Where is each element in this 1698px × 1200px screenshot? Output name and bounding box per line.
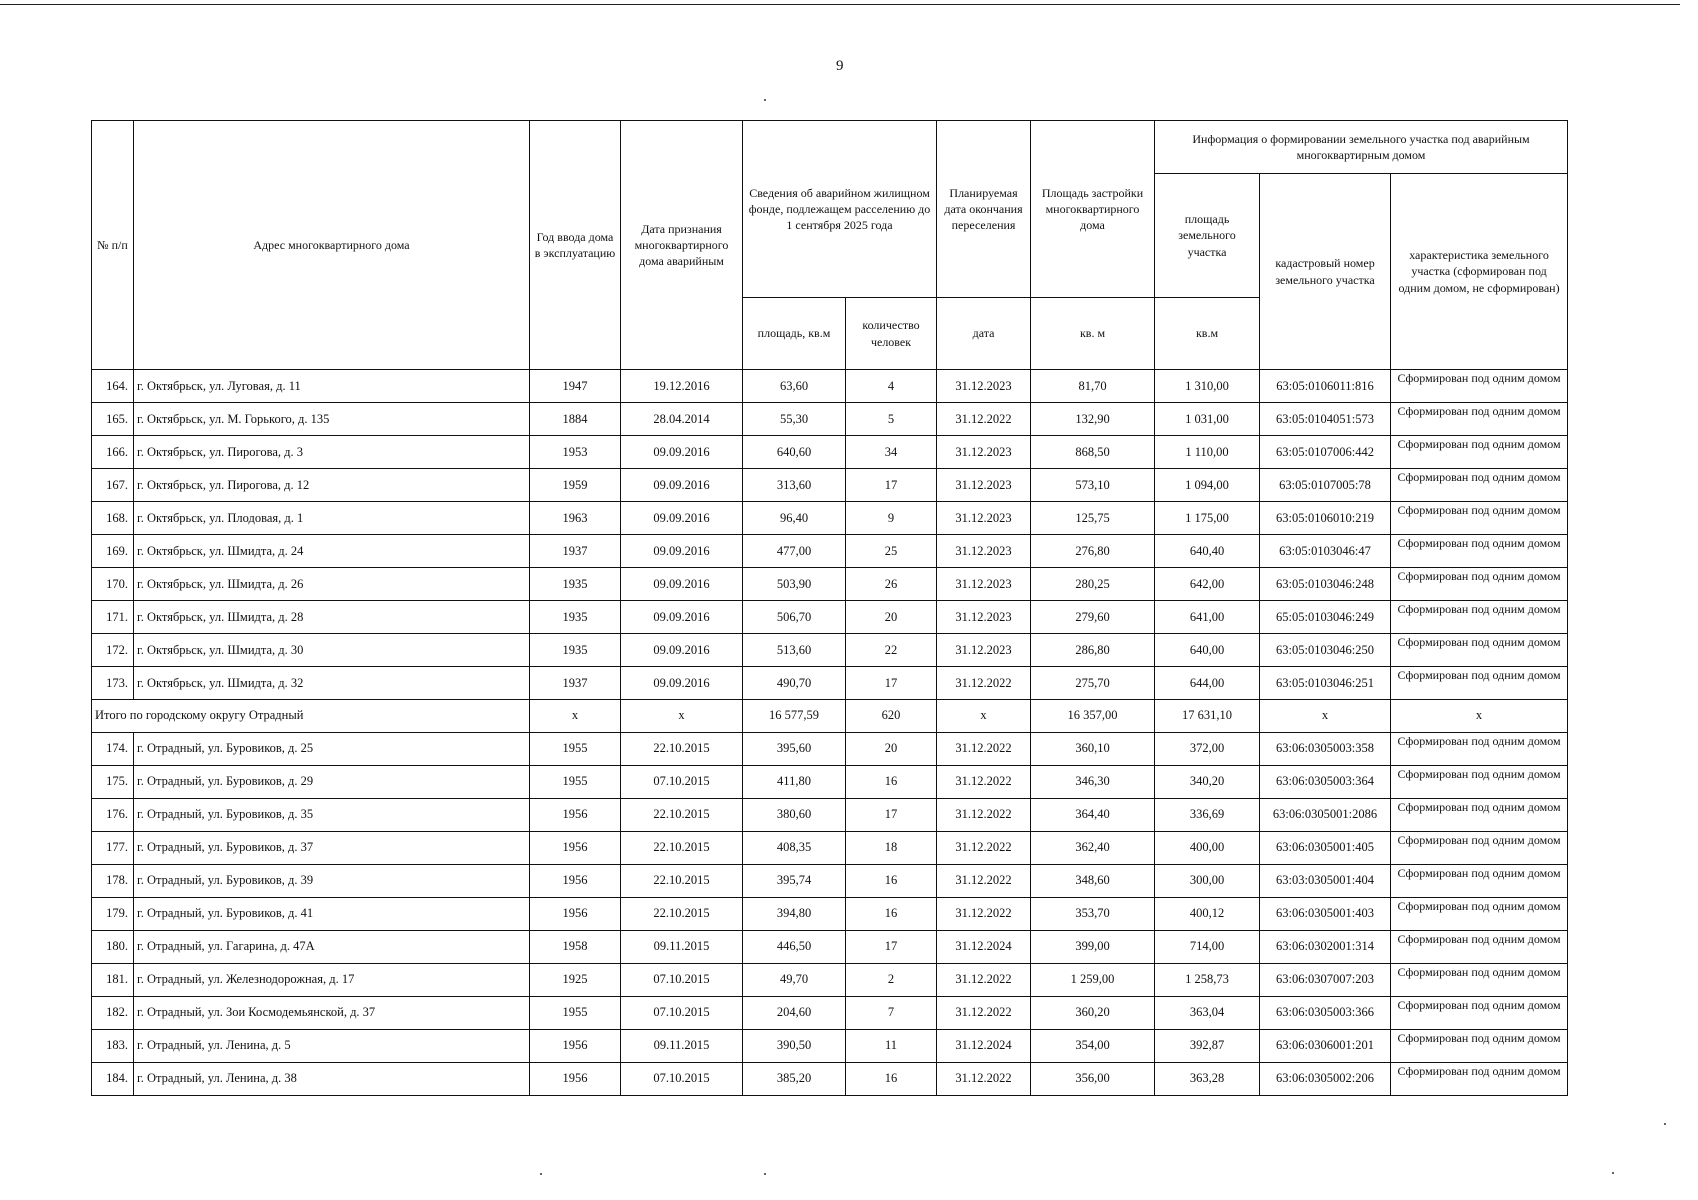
- cell-land-area: 392,87: [1155, 1029, 1260, 1062]
- cell-year: 1955: [530, 996, 621, 1029]
- cell-built-area: 276,80: [1031, 535, 1155, 568]
- cell-year: 1953: [530, 436, 621, 469]
- cell-address: г. Отрадный, ул. Буровиков, д. 35: [134, 798, 530, 831]
- cell-num: 164.: [92, 370, 134, 403]
- cell-people: 17: [846, 798, 937, 831]
- cell-area: 477,00: [743, 535, 846, 568]
- cell-planned-end: 31.12.2022: [937, 667, 1031, 700]
- cell-land-area: 640,40: [1155, 535, 1260, 568]
- cell-area: 96,40: [743, 502, 846, 535]
- cell-people: 5: [846, 403, 937, 436]
- table-row: [92, 436, 1568, 469]
- cell-num: 184.: [92, 1062, 134, 1095]
- cell-planned-end: 31.12.2024: [937, 1029, 1031, 1062]
- cell-built-area: 360,20: [1031, 996, 1155, 1029]
- table-row: [92, 469, 1568, 502]
- cell-land-char: Сформирован под одним домом: [1391, 502, 1568, 535]
- cell-year: 1925: [530, 963, 621, 996]
- cell-built-area: 286,80: [1031, 634, 1155, 667]
- cell-recognition-date: 07.10.2015: [621, 963, 743, 996]
- header-recognition-date: Дата признания многоквартирного дома аварийным: [621, 121, 743, 370]
- cell-num: 171.: [92, 601, 134, 634]
- cell-built-area: 279,60: [1031, 601, 1155, 634]
- cell-cadastral: 63:05:0107006:442: [1260, 436, 1391, 469]
- table-row: [92, 535, 1568, 568]
- cell-area: 506,70: [743, 601, 846, 634]
- cell-land-area: 363,04: [1155, 996, 1260, 1029]
- scan-speck: [764, 99, 766, 101]
- cell-num: 179.: [92, 897, 134, 930]
- cell-land-area: 372,00: [1155, 732, 1260, 765]
- cell-people: 16: [846, 1062, 937, 1095]
- total-cadastral: х: [1260, 700, 1391, 733]
- cell-recognition-date: 09.09.2016: [621, 502, 743, 535]
- cell-planned-end: 31.12.2023: [937, 568, 1031, 601]
- table-row: [92, 963, 1568, 996]
- cell-recognition-date: 09.09.2016: [621, 634, 743, 667]
- cell-cadastral: 63:05:0107005:78: [1260, 469, 1391, 502]
- header-land-area: площадь земельного участка: [1155, 174, 1260, 298]
- cell-area: 390,50: [743, 1029, 846, 1062]
- cell-built-area: 573,10: [1031, 469, 1155, 502]
- cell-land-area: 1 110,00: [1155, 436, 1260, 469]
- cell-area: 63,60: [743, 370, 846, 403]
- cell-area: 411,80: [743, 765, 846, 798]
- cell-num: 173.: [92, 667, 134, 700]
- cell-year: 1963: [530, 502, 621, 535]
- cell-area: 385,20: [743, 1062, 846, 1095]
- table-header: [92, 121, 1568, 370]
- cell-built-area: 275,70: [1031, 667, 1155, 700]
- cell-land-area: 336,69: [1155, 798, 1260, 831]
- cell-people: 25: [846, 535, 937, 568]
- cell-year: 1937: [530, 535, 621, 568]
- cell-people: 34: [846, 436, 937, 469]
- cell-address: г. Отрадный, ул. Ленина, д. 38: [134, 1062, 530, 1095]
- resettlement-table: [91, 120, 1568, 1096]
- header-planned-end: Планируемая дата окончания переселения: [937, 121, 1031, 298]
- table-row: [92, 502, 1568, 535]
- header-address: Адрес многоквартирного дома: [134, 121, 530, 370]
- cell-planned-end: 31.12.2023: [937, 634, 1031, 667]
- cell-cadastral: 63:06:0302001:314: [1260, 930, 1391, 963]
- cell-cadastral: 63:06:0306001:201: [1260, 1029, 1391, 1062]
- table-row: [92, 1029, 1568, 1062]
- cell-cadastral: 63:03:0305001:404: [1260, 864, 1391, 897]
- cell-people: 22: [846, 634, 937, 667]
- cell-address: г. Октябрьск, ул. Пирогова, д. 3: [134, 436, 530, 469]
- cell-cadastral: 63:06:0305001:403: [1260, 897, 1391, 930]
- cell-num: 166.: [92, 436, 134, 469]
- header-sub-built-unit: кв. м: [1031, 298, 1155, 370]
- cell-num: 175.: [92, 765, 134, 798]
- cell-area: 204,60: [743, 996, 846, 1029]
- cell-land-char: Сформирован под одним домом: [1391, 469, 1568, 502]
- cell-planned-end: 31.12.2022: [937, 963, 1031, 996]
- cell-address: г. Отрадный, ул. Буровиков, д. 29: [134, 765, 530, 798]
- table-body-octyabrsk: [92, 370, 1568, 700]
- header-year: Год ввода дома в эксплуатацию: [530, 121, 621, 370]
- cell-recognition-date: 07.10.2015: [621, 996, 743, 1029]
- cell-built-area: 1 259,00: [1031, 963, 1155, 996]
- cell-cadastral: 63:06:0305001:405: [1260, 831, 1391, 864]
- cell-address: г. Отрадный, ул. Ленина, д. 5: [134, 1029, 530, 1062]
- cell-land-area: 1 258,73: [1155, 963, 1260, 996]
- cell-planned-end: 31.12.2023: [937, 601, 1031, 634]
- cell-year: 1956: [530, 1062, 621, 1095]
- table-row: [92, 930, 1568, 963]
- cell-planned-end: 31.12.2022: [937, 831, 1031, 864]
- table-row: [92, 765, 1568, 798]
- cell-planned-end: 31.12.2022: [937, 996, 1031, 1029]
- cell-cadastral: 63:06:0305001:2086: [1260, 798, 1391, 831]
- cell-address: г. Октябрьск, ул. М. Горького, д. 135: [134, 403, 530, 436]
- cell-land-char: Сформирован под одним домом: [1391, 535, 1568, 568]
- cell-built-area: 280,25: [1031, 568, 1155, 601]
- cell-num: 174.: [92, 732, 134, 765]
- cell-cadastral: 63:06:0307007:203: [1260, 963, 1391, 996]
- total-date: х: [621, 700, 743, 733]
- total-row: [92, 700, 1568, 733]
- header-sub-people: количество человек: [846, 298, 937, 370]
- scan-speck: [1612, 1172, 1614, 1174]
- cell-num: 165.: [92, 403, 134, 436]
- cell-built-area: 348,60: [1031, 864, 1155, 897]
- cell-address: г. Октябрьск, ул. Шмидта, д. 30: [134, 634, 530, 667]
- cell-area: 55,30: [743, 403, 846, 436]
- cell-planned-end: 31.12.2023: [937, 370, 1031, 403]
- cell-area: 395,74: [743, 864, 846, 897]
- total-year: х: [530, 700, 621, 733]
- cell-recognition-date: 09.09.2016: [621, 469, 743, 502]
- cell-recognition-date: 28.04.2014: [621, 403, 743, 436]
- total-char: х: [1391, 700, 1568, 733]
- cell-planned-end: 31.12.2024: [937, 930, 1031, 963]
- cell-land-area: 363,28: [1155, 1062, 1260, 1095]
- cell-land-area: 400,00: [1155, 831, 1260, 864]
- cell-num: 182.: [92, 996, 134, 1029]
- cell-recognition-date: 07.10.2015: [621, 765, 743, 798]
- header-emergency-fund: Сведения об аварийном жилищном фонде, подлежащем расселению до 1 сентября 2025 года: [743, 121, 937, 298]
- cell-area: 490,70: [743, 667, 846, 700]
- cell-recognition-date: 07.10.2015: [621, 1062, 743, 1095]
- cell-people: 20: [846, 601, 937, 634]
- page-number: 9: [836, 58, 844, 74]
- cell-land-char: Сформирован под одним домом: [1391, 568, 1568, 601]
- cell-planned-end: 31.12.2023: [937, 436, 1031, 469]
- cell-land-char: Сформирован под одним домом: [1391, 667, 1568, 700]
- cell-num: 167.: [92, 469, 134, 502]
- table-row: [92, 667, 1568, 700]
- header-sub-area: площадь, кв.м: [743, 298, 846, 370]
- top-rule: [0, 4, 1680, 5]
- cell-recognition-date: 09.11.2015: [621, 930, 743, 963]
- cell-land-char: Сформирован под одним домом: [1391, 864, 1568, 897]
- cell-year: 1956: [530, 1029, 621, 1062]
- header-sub-date: дата: [937, 298, 1031, 370]
- cell-area: 408,35: [743, 831, 846, 864]
- cell-people: 7: [846, 996, 937, 1029]
- cell-year: 1935: [530, 634, 621, 667]
- cell-land-char: Сформирован под одним домом: [1391, 765, 1568, 798]
- cell-year: 1884: [530, 403, 621, 436]
- cell-built-area: 356,00: [1031, 1062, 1155, 1095]
- table-body-total: [92, 700, 1568, 733]
- total-built: 16 357,00: [1031, 700, 1155, 733]
- cell-land-area: 1 175,00: [1155, 502, 1260, 535]
- cell-year: 1959: [530, 469, 621, 502]
- cell-year: 1935: [530, 568, 621, 601]
- cell-built-area: 360,10: [1031, 732, 1155, 765]
- cell-cadastral: 63:06:0305003:366: [1260, 996, 1391, 1029]
- cell-address: г. Отрадный, ул. Буровиков, д. 37: [134, 831, 530, 864]
- cell-cadastral: 63:05:0103046:248: [1260, 568, 1391, 601]
- cell-planned-end: 31.12.2022: [937, 897, 1031, 930]
- cell-address: г. Отрадный, ул. Гагарина, д. 47А: [134, 930, 530, 963]
- cell-land-area: 340,20: [1155, 765, 1260, 798]
- cell-land-area: 1 310,00: [1155, 370, 1260, 403]
- cell-year: 1956: [530, 798, 621, 831]
- table-row: [92, 403, 1568, 436]
- table-row: [92, 370, 1568, 403]
- cell-address: г. Октябрьск, ул. Плодовая, д. 1: [134, 502, 530, 535]
- cell-land-char: Сформирован под одним домом: [1391, 996, 1568, 1029]
- total-land: 17 631,10: [1155, 700, 1260, 733]
- cell-planned-end: 31.12.2023: [937, 502, 1031, 535]
- scan-speck: [1664, 1123, 1666, 1125]
- cell-cadastral: 63:06:0305003:358: [1260, 732, 1391, 765]
- cell-people: 16: [846, 765, 937, 798]
- cell-recognition-date: 09.09.2016: [621, 568, 743, 601]
- cell-area: 395,60: [743, 732, 846, 765]
- cell-recognition-date: 22.10.2015: [621, 897, 743, 930]
- cell-address: г. Октябрьск, ул. Шмидта, д. 28: [134, 601, 530, 634]
- cell-land-char: Сформирован под одним домом: [1391, 798, 1568, 831]
- cell-people: 20: [846, 732, 937, 765]
- cell-area: 513,60: [743, 634, 846, 667]
- table-row: [92, 996, 1568, 1029]
- cell-planned-end: 31.12.2022: [937, 765, 1031, 798]
- cell-people: 26: [846, 568, 937, 601]
- cell-cadastral: 63:05:0106010:219: [1260, 502, 1391, 535]
- cell-address: г. Октябрьск, ул. Луговая, д. 11: [134, 370, 530, 403]
- cell-recognition-date: 09.09.2016: [621, 436, 743, 469]
- cell-year: 1956: [530, 831, 621, 864]
- cell-cadastral: 63:05:0103046:250: [1260, 634, 1391, 667]
- cell-address: г. Отрадный, ул. Буровиков, д. 41: [134, 897, 530, 930]
- cell-land-area: 714,00: [1155, 930, 1260, 963]
- table-row: [92, 864, 1568, 897]
- cell-built-area: 132,90: [1031, 403, 1155, 436]
- cell-land-char: Сформирован под одним домом: [1391, 634, 1568, 667]
- cell-people: 17: [846, 667, 937, 700]
- cell-land-char: Сформирован под одним домом: [1391, 930, 1568, 963]
- cell-built-area: 354,00: [1031, 1029, 1155, 1062]
- cell-built-area: 346,30: [1031, 765, 1155, 798]
- table-row: [92, 831, 1568, 864]
- header-land-info: Информация о формировании земельного участка под аварийным многоквартирным домом: [1155, 121, 1568, 174]
- cell-land-area: 400,12: [1155, 897, 1260, 930]
- cell-cadastral: 63:06:0305002:206: [1260, 1062, 1391, 1095]
- cell-year: 1955: [530, 732, 621, 765]
- cell-people: 17: [846, 469, 937, 502]
- cell-people: 9: [846, 502, 937, 535]
- cell-built-area: 81,70: [1031, 370, 1155, 403]
- cell-land-char: Сформирован под одним домом: [1391, 601, 1568, 634]
- cell-year: 1955: [530, 765, 621, 798]
- cell-address: г. Октябрьск, ул. Шмидта, д. 32: [134, 667, 530, 700]
- cell-num: 177.: [92, 831, 134, 864]
- cell-year: 1956: [530, 864, 621, 897]
- cell-address: г. Отрадный, ул. Буровиков, д. 39: [134, 864, 530, 897]
- cell-planned-end: 31.12.2022: [937, 732, 1031, 765]
- table-row: [92, 568, 1568, 601]
- cell-land-char: Сформирован под одним домом: [1391, 1062, 1568, 1095]
- cell-cadastral: 63:06:0305003:364: [1260, 765, 1391, 798]
- cell-people: 17: [846, 930, 937, 963]
- cell-year: 1947: [530, 370, 621, 403]
- cell-built-area: 125,75: [1031, 502, 1155, 535]
- cell-planned-end: 31.12.2023: [937, 535, 1031, 568]
- cell-address: г. Отрадный, ул. Зои Космодемьянской, д. 37: [134, 996, 530, 1029]
- cell-land-char: Сформирован под одним домом: [1391, 897, 1568, 930]
- cell-land-area: 640,00: [1155, 634, 1260, 667]
- cell-land-char: Сформирован под одним домом: [1391, 403, 1568, 436]
- cell-built-area: 868,50: [1031, 436, 1155, 469]
- cell-built-area: 399,00: [1031, 930, 1155, 963]
- cell-people: 18: [846, 831, 937, 864]
- cell-num: 169.: [92, 535, 134, 568]
- cell-recognition-date: 09.09.2016: [621, 535, 743, 568]
- cell-area: 446,50: [743, 930, 846, 963]
- total-area: 16 577,59: [743, 700, 846, 733]
- cell-land-char: Сформирован под одним домом: [1391, 963, 1568, 996]
- header-land-char: характеристика земельного участка (сформирован под одним домом, не сформирован): [1391, 174, 1568, 370]
- cell-land-char: Сформирован под одним домом: [1391, 1029, 1568, 1062]
- cell-num: 181.: [92, 963, 134, 996]
- cell-num: 183.: [92, 1029, 134, 1062]
- cell-recognition-date: 09.09.2016: [621, 667, 743, 700]
- cell-built-area: 364,40: [1031, 798, 1155, 831]
- cell-area: 394,80: [743, 897, 846, 930]
- table-row: [92, 1062, 1568, 1095]
- cell-cadastral: 63:05:0103046:47: [1260, 535, 1391, 568]
- cell-built-area: 353,70: [1031, 897, 1155, 930]
- cell-land-area: 1 031,00: [1155, 403, 1260, 436]
- table-row: [92, 897, 1568, 930]
- cell-people: 16: [846, 864, 937, 897]
- cell-address: г. Октябрьск, ул. Шмидта, д. 26: [134, 568, 530, 601]
- cell-cadastral: 65:05:0103046:249: [1260, 601, 1391, 634]
- cell-area: 503,90: [743, 568, 846, 601]
- scan-speck: [540, 1173, 542, 1175]
- cell-year: 1958: [530, 930, 621, 963]
- cell-recognition-date: 22.10.2015: [621, 831, 743, 864]
- cell-planned-end: 31.12.2022: [937, 403, 1031, 436]
- cell-land-char: Сформирован под одним домом: [1391, 831, 1568, 864]
- cell-land-area: 644,00: [1155, 667, 1260, 700]
- cell-area: 640,60: [743, 436, 846, 469]
- header-built-area: Площадь застройки многоквартирного дома: [1031, 121, 1155, 298]
- header-sub-land-unit: кв.м: [1155, 298, 1260, 370]
- cell-cadastral: 63:05:0104051:573: [1260, 403, 1391, 436]
- cell-land-char: Сформирован под одним домом: [1391, 370, 1568, 403]
- cell-recognition-date: 09.09.2016: [621, 601, 743, 634]
- cell-area: 380,60: [743, 798, 846, 831]
- cell-people: 11: [846, 1029, 937, 1062]
- table-row: [92, 798, 1568, 831]
- total-label: Итого по городскому округу Отрадный: [92, 700, 530, 733]
- cell-cadastral: 63:05:0106011:816: [1260, 370, 1391, 403]
- cell-year: 1956: [530, 897, 621, 930]
- header-cadastral: кадастровый номер земельного участка: [1260, 174, 1391, 370]
- cell-planned-end: 31.12.2023: [937, 469, 1031, 502]
- cell-people: 16: [846, 897, 937, 930]
- cell-num: 172.: [92, 634, 134, 667]
- table-row: [92, 732, 1568, 765]
- cell-num: 168.: [92, 502, 134, 535]
- cell-num: 176.: [92, 798, 134, 831]
- table-row: [92, 601, 1568, 634]
- table-row: [92, 634, 1568, 667]
- total-end: х: [937, 700, 1031, 733]
- cell-num: 170.: [92, 568, 134, 601]
- cell-year: 1937: [530, 667, 621, 700]
- cell-cadastral: 63:05:0103046:251: [1260, 667, 1391, 700]
- cell-recognition-date: 22.10.2015: [621, 798, 743, 831]
- cell-planned-end: 31.12.2022: [937, 798, 1031, 831]
- cell-land-area: 300,00: [1155, 864, 1260, 897]
- cell-address: г. Отрадный, ул. Железнодорожная, д. 17: [134, 963, 530, 996]
- cell-planned-end: 31.12.2022: [937, 1062, 1031, 1095]
- cell-address: г. Октябрьск, ул. Пирогова, д. 12: [134, 469, 530, 502]
- cell-area: 49,70: [743, 963, 846, 996]
- cell-land-char: Сформирован под одним домом: [1391, 732, 1568, 765]
- cell-num: 178.: [92, 864, 134, 897]
- cell-area: 313,60: [743, 469, 846, 502]
- table-body-otradny: [92, 732, 1568, 1095]
- cell-recognition-date: 09.11.2015: [621, 1029, 743, 1062]
- cell-land-area: 641,00: [1155, 601, 1260, 634]
- cell-recognition-date: 22.10.2015: [621, 732, 743, 765]
- cell-built-area: 362,40: [1031, 831, 1155, 864]
- cell-land-area: 1 094,00: [1155, 469, 1260, 502]
- cell-year: 1935: [530, 601, 621, 634]
- cell-planned-end: 31.12.2022: [937, 864, 1031, 897]
- header-num: № п/п: [92, 121, 134, 370]
- cell-num: 180.: [92, 930, 134, 963]
- cell-address: г. Отрадный, ул. Буровиков, д. 25: [134, 732, 530, 765]
- cell-land-area: 642,00: [1155, 568, 1260, 601]
- cell-recognition-date: 22.10.2015: [621, 864, 743, 897]
- total-people: 620: [846, 700, 937, 733]
- cell-people: 4: [846, 370, 937, 403]
- cell-land-char: Сформирован под одним домом: [1391, 436, 1568, 469]
- scan-speck: [764, 1173, 766, 1175]
- cell-recognition-date: 19.12.2016: [621, 370, 743, 403]
- cell-people: 2: [846, 963, 937, 996]
- cell-address: г. Октябрьск, ул. Шмидта, д. 24: [134, 535, 530, 568]
